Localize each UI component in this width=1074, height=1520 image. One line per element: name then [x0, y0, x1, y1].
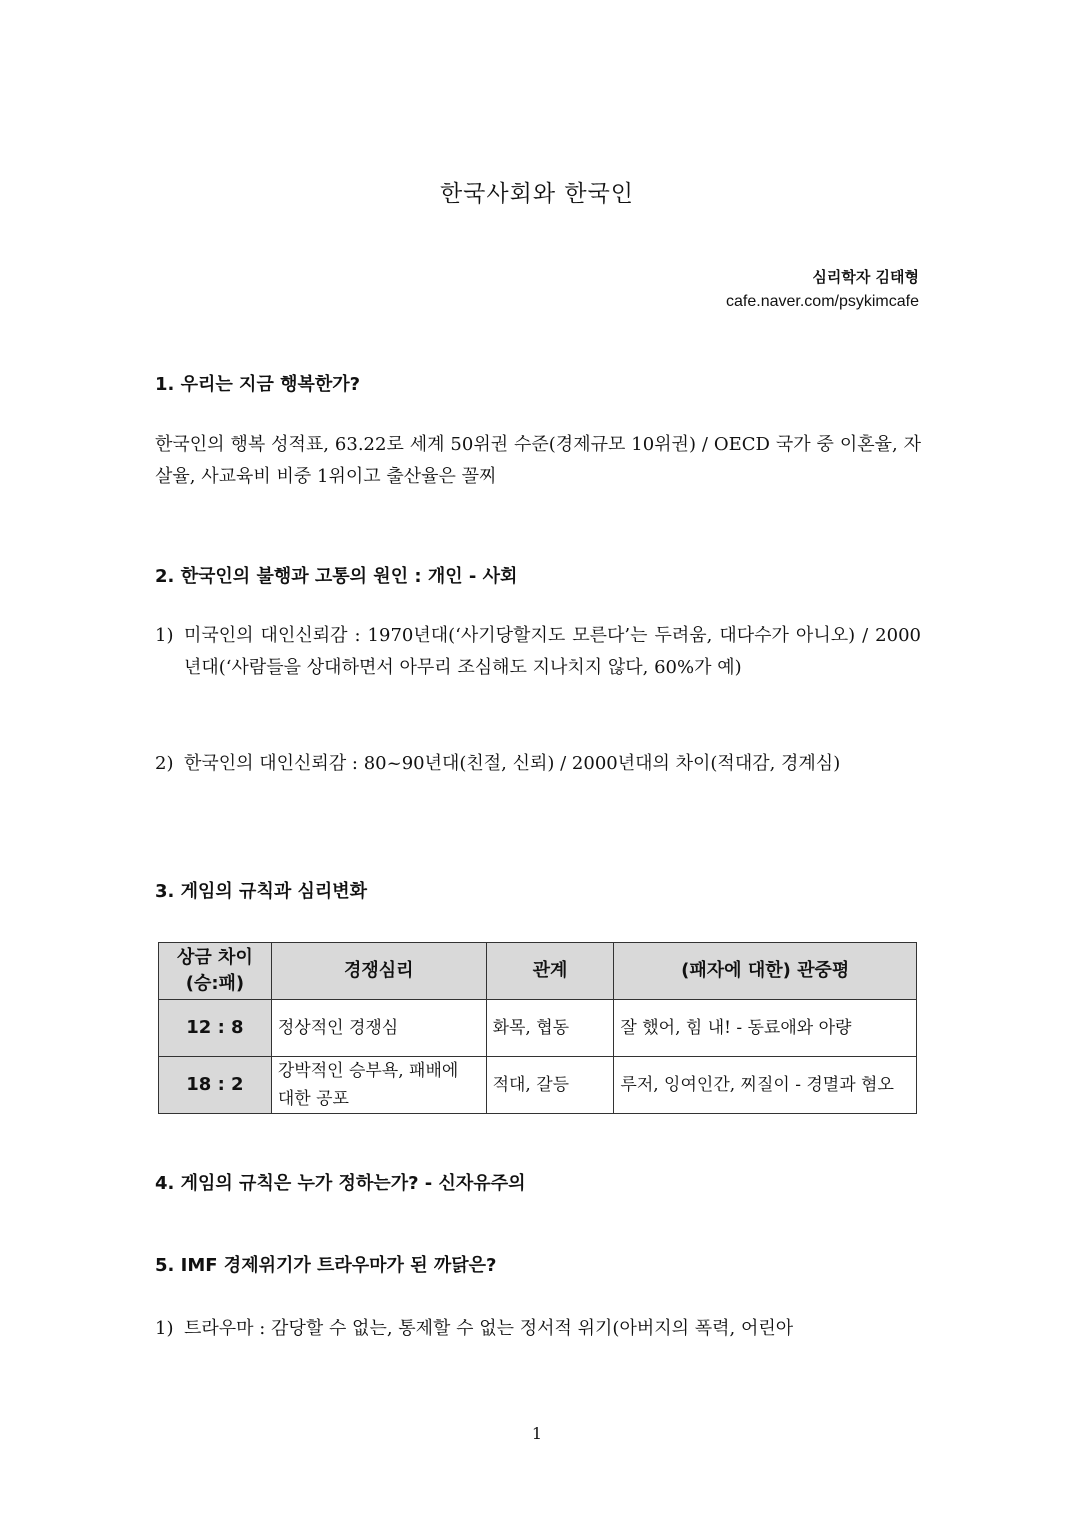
document-title: 한국사회와 한국인: [439, 181, 635, 207]
section-3-heading: 3. 게임의 규칙과 심리변화: [155, 881, 368, 902]
table-header-row: [159, 943, 917, 1000]
table-cell: 화목, 협동: [486, 1000, 614, 1057]
item-number: 2): [155, 753, 174, 774]
table-cell: 18 : 2: [159, 1057, 272, 1114]
section-1-paragraph: 한국인의 행복 성적표, 63.22로 세계 50위권 수준(경제규모 10위권) / OECD 국가 중 이혼율, 자살율, 사교육비 비중 1위이고 출산율은 꼴찌: [155, 434, 921, 487]
section-2-heading: 2. 한국인의 불행과 고통의 원인 : 개인 - 사회: [155, 566, 518, 587]
section-4-heading: 4. 게임의 규칙은 누가 정하는가? - 신자유주의: [155, 1173, 526, 1194]
section-5-item-1: [155, 1313, 921, 1345]
table-cell: 적대, 갈등: [486, 1057, 614, 1114]
item-text: 한국인의 대인신뢰감 : 80~90년대(친절, 신뢰) / 2000년대의 차이(적대감, 경계심): [184, 753, 841, 774]
table-row: [159, 1057, 917, 1114]
table-row: [159, 1000, 917, 1057]
author-name: 심리학자 김태형: [812, 268, 919, 286]
table-cell: 강박적인 승부욕, 패배에 대한 공포: [271, 1057, 486, 1114]
table-cell: 루저, 잉여인간, 찌질이 - 경멸과 혐오: [614, 1057, 917, 1114]
author-website: cafe.naver.com/psykimcafe: [726, 293, 919, 310]
table-header-cell: 경쟁심리: [271, 943, 486, 1000]
item-number: 1): [155, 1318, 174, 1339]
section-1-heading: 1. 우리는 지금 행복한가?: [155, 374, 361, 395]
table-cell: 12 : 8: [159, 1000, 272, 1057]
page-number: 1: [531, 1424, 543, 1443]
section-2-item-2: [155, 748, 921, 780]
table-header-cell: (패자에 대한) 관중평: [614, 943, 917, 1000]
item-text: 미국인의 대인신뢰감 : 1970년대(‘사기당할지도 모른다’는 두려움, 대다수가 아니오) / 2000년대(‘사람들을 상대하면서 아무리 조심해도 지나치지 않다, 60%가 예): [184, 625, 921, 678]
game-rules-table: [158, 942, 917, 1114]
item-text: 트라우마 : 감당할 수 없는, 통제할 수 없는 정서적 위기(아버지의 폭력, 어린아: [184, 1318, 794, 1339]
table-cell: 정상적인 경쟁심: [271, 1000, 486, 1057]
table-cell: 잘 했어, 힘 내! - 동료애와 아량: [614, 1000, 917, 1057]
section-2-item-1: [155, 620, 921, 684]
table-header-cell: 관계: [486, 943, 614, 1000]
item-number: 1): [155, 625, 174, 646]
table-header-cell: 상금 차이 (승:패): [159, 943, 272, 1000]
section-5-heading: 5. IMF 경제위기가 트라우마가 된 까닭은?: [155, 1255, 497, 1276]
